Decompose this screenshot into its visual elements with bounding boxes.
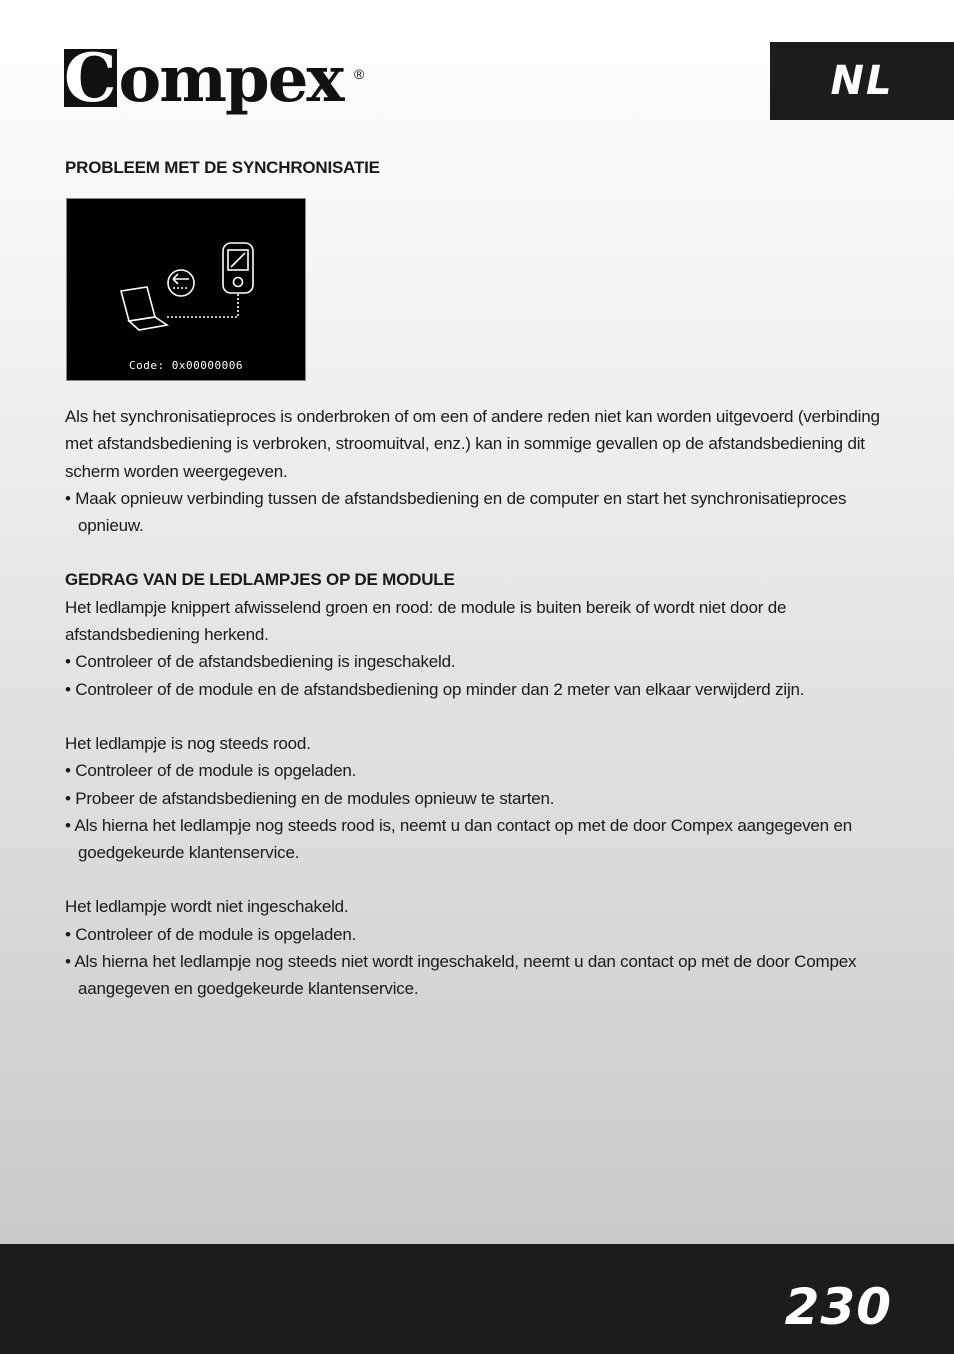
cable-line bbox=[167, 293, 238, 317]
language-tab: NL bbox=[770, 42, 954, 120]
led-paragraph-2: Het ledlampje is nog steeds rood. bbox=[65, 733, 311, 753]
compex-logo bbox=[64, 39, 374, 124]
sync-paragraph: Als het synchronisatieproces is onderbroken of om een of andere reden niet kan worden uitgevoerd (verbinding met afstandsbediening is verbroken, stroomuitval, enz.) kan in sommige gevallen op de afstandsbediening dit scherm worden weergegeven. bbox=[65, 407, 880, 481]
section-title-led: GEDRAG VAN DE LEDLAMPJES OP DE MODULE bbox=[65, 570, 455, 590]
sync-error-screen bbox=[66, 198, 306, 381]
led-bullet-3-2: • Als hierna het ledlampje nog steeds niet wordt ingeschakeld, neemt u dan contact op met de door Compex aangegeven en goedgekeurde klantenservice. bbox=[65, 952, 857, 999]
logo-registered-mark: ® bbox=[354, 66, 365, 82]
led-bullet-2-3: • Als hierna het ledlampje nog steeds rood is, neemt u dan contact op met de door Compex aangegeven en goedgekeurde klantenservice. bbox=[65, 815, 852, 863]
logo-text: Compex bbox=[64, 39, 343, 117]
section-title-sync: PROBLEEM MET DE SYNCHRONISATIE bbox=[65, 158, 380, 177]
led-bullet-2-1: • Controleer of de module is opgeladen. bbox=[65, 761, 357, 781]
remote-device-icon bbox=[223, 243, 253, 293]
led-paragraph-1: Het ledlampje knippert afwisselend groen en rood: de module is buiten bereik of wordt niet door de afstandsbediening herkend. bbox=[65, 597, 787, 645]
page-number: 230 bbox=[784, 1278, 892, 1336]
led-bullet-3-1: • Controleer of de module is opgeladen. bbox=[65, 924, 357, 944]
main-content bbox=[65, 156, 895, 1003]
led-paragraph-3: Het ledlampje wordt niet ingeschakeld. bbox=[65, 897, 349, 917]
sync-bullet: • Maak opnieuw verbinding tussen de afstandsbediening en de computer en start het synchronisatieproces opnieuw. bbox=[65, 488, 847, 536]
error-code: Code: 0x00000006 bbox=[129, 359, 243, 372]
led-bullet-1-1: • Controleer of de afstandsbediening is ingeschakeld. bbox=[65, 652, 456, 672]
laptop-icon bbox=[121, 287, 167, 330]
sync-illustration bbox=[67, 199, 305, 380]
logo-rest: ompex bbox=[118, 42, 343, 117]
led-bullet-2-2: • Probeer de afstandsbediening en de modules opnieuw te starten. bbox=[65, 788, 555, 808]
sync-icon bbox=[168, 270, 194, 296]
footer-bar bbox=[0, 1244, 954, 1354]
led-bullet-1-2: • Controleer of de module en de afstandsbediening op minder dan 2 meter van elkaar verwijderd zijn. bbox=[65, 679, 805, 699]
